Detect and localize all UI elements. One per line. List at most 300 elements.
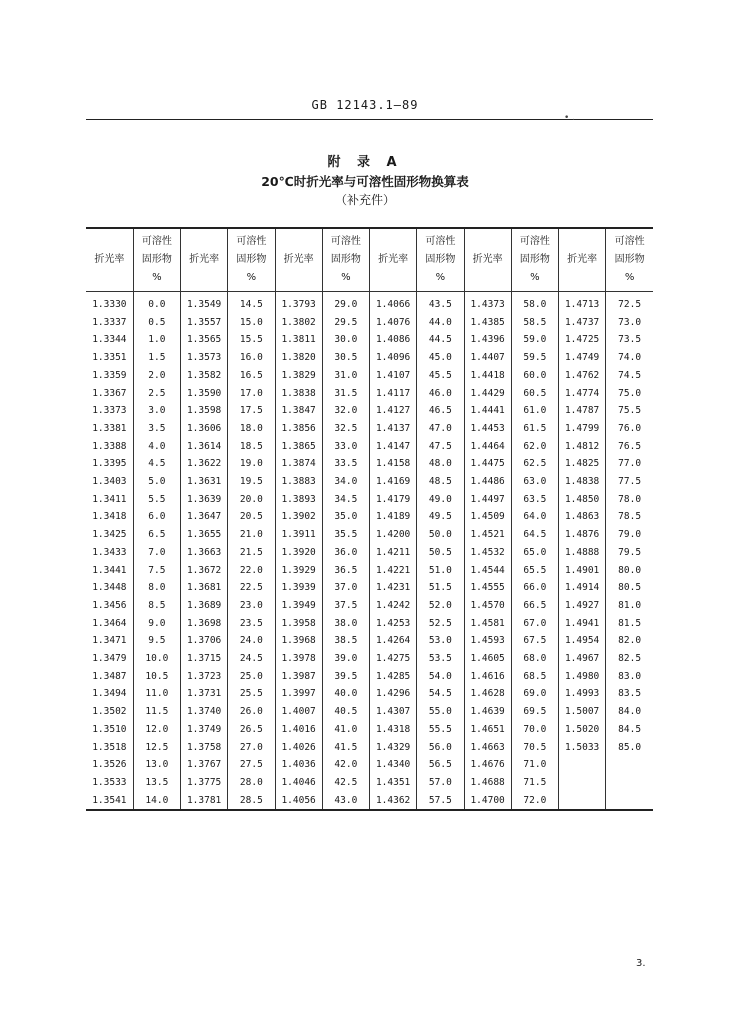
soluble-solids-cell: 64.0 xyxy=(511,508,558,526)
soluble-solids-cell: 54.0 xyxy=(417,668,464,686)
refractive-index-cell: 1.3929 xyxy=(275,562,322,580)
soluble-solids-cell: 82.5 xyxy=(606,650,653,668)
soluble-solids-cell: 22.5 xyxy=(228,579,275,597)
table-row xyxy=(86,721,653,739)
table-row xyxy=(86,385,653,403)
refractive-index-cell: 1.3838 xyxy=(275,385,322,403)
soluble-solids-cell: 49.0 xyxy=(417,491,464,509)
refractive-index-cell: 1.3395 xyxy=(92,458,127,470)
table-row xyxy=(86,526,653,544)
soluble-solids-cell: 64.5 xyxy=(511,526,558,544)
table-row xyxy=(86,331,653,349)
refractive-index-cell: 1.5033 xyxy=(559,739,606,757)
refractive-index-cell: 1.3847 xyxy=(275,402,322,420)
soluble-solids-cell: 48.0 xyxy=(417,455,464,473)
soluble-solids-cell: 65.5 xyxy=(511,562,558,580)
refractive-index-cell: 1.4639 xyxy=(464,703,511,721)
soluble-solids-cell: 1.0 xyxy=(133,331,180,349)
refractive-index-cell: 1.4737 xyxy=(559,314,606,332)
refractive-index-cell: 1.4688 xyxy=(464,774,511,792)
soluble-solids-cell: 70.5 xyxy=(511,739,558,757)
soluble-solids-cell: 5.0 xyxy=(133,473,180,491)
soluble-solids-cell: 47.0 xyxy=(417,420,464,438)
refractive-index-cell: 1.3874 xyxy=(275,455,322,473)
soluble-solids-cell: 85.0 xyxy=(606,739,653,757)
soluble-solids-cell: 66.5 xyxy=(511,597,558,615)
refractive-index-cell: 1.4016 xyxy=(275,721,322,739)
soluble-solids-cell: 30.0 xyxy=(322,331,369,349)
table-subtitle: （补充件） xyxy=(334,193,395,207)
soluble-solids-cell: 38.0 xyxy=(322,615,369,633)
refractive-index-cell: 1.3582 xyxy=(181,367,228,385)
table-row xyxy=(86,491,653,509)
soluble-solids-cell: 8.5 xyxy=(133,597,180,615)
refractive-index-cell: 1.4532 xyxy=(464,544,511,562)
soluble-solids-cell: 45.0 xyxy=(417,349,464,367)
soluble-solids-cell: 29.5 xyxy=(322,314,369,332)
refractive-index-cell: 1.4787 xyxy=(559,402,606,420)
refractive-index-cell: 1.4713 xyxy=(559,292,606,314)
refractive-index-cell: 1.3533 xyxy=(92,776,127,788)
refractive-index-cell: 1.4285 xyxy=(370,668,417,686)
refractive-index-cell: 1.3920 xyxy=(275,544,322,562)
refractive-index-cell: 1.4914 xyxy=(559,579,606,597)
refractive-index-cell: 1.4253 xyxy=(370,615,417,633)
table-body xyxy=(86,292,653,811)
table-row xyxy=(86,562,653,580)
refractive-index-cell: 1.4329 xyxy=(370,739,417,757)
table-row xyxy=(86,508,653,526)
soluble-solids-cell: 56.0 xyxy=(417,739,464,757)
soluble-solids-cell: 4.5 xyxy=(133,455,180,473)
refractive-index-cell: 1.3883 xyxy=(275,473,322,491)
soluble-solids-cell: 30.5 xyxy=(322,349,369,367)
refractive-index-cell: 1.4046 xyxy=(275,774,322,792)
header-soluble-solids-line: % xyxy=(152,272,162,283)
soluble-solids-cell: 73.0 xyxy=(606,314,653,332)
soluble-solids-cell: 0.0 xyxy=(133,292,180,314)
refractive-index-cell: 1.3781 xyxy=(181,792,228,811)
refractive-index-cell: 1.4373 xyxy=(464,292,511,314)
table-row xyxy=(86,473,653,491)
refractive-index-cell: 1.3359 xyxy=(92,369,127,381)
table-row xyxy=(86,703,653,721)
soluble-solids-cell: 52.0 xyxy=(417,597,464,615)
table-row xyxy=(86,455,653,473)
table-row xyxy=(86,597,653,615)
refractive-index-cell: 1.4812 xyxy=(559,438,606,456)
refractive-index-cell: 1.4509 xyxy=(464,508,511,526)
refractive-index-cell: 1.3526 xyxy=(92,759,127,771)
refractive-index-cell: 1.3663 xyxy=(181,544,228,562)
refractive-index-cell: 1.3448 xyxy=(92,582,127,594)
soluble-solids-cell: 58.0 xyxy=(511,292,558,314)
soluble-solids-cell: 69.5 xyxy=(511,703,558,721)
header-refractive-index: 折光率 xyxy=(275,228,322,292)
soluble-solids-cell: 79.0 xyxy=(606,526,653,544)
soluble-solids-cell: 80.0 xyxy=(606,562,653,580)
refractive-index-cell: 1.3337 xyxy=(92,316,127,328)
refractive-index-cell: 1.4993 xyxy=(559,685,606,703)
refractive-index-cell xyxy=(559,792,606,811)
soluble-solids-cell: 79.5 xyxy=(606,544,653,562)
table-row xyxy=(86,650,653,668)
refractive-index-cell: 1.4107 xyxy=(370,367,417,385)
refractive-index-cell: 1.3949 xyxy=(275,597,322,615)
refractive-index-cell: 1.4570 xyxy=(464,597,511,615)
refractive-index-cell: 1.4521 xyxy=(464,526,511,544)
soluble-solids-cell: 83.5 xyxy=(606,685,653,703)
refractive-index-cell: 1.5020 xyxy=(559,721,606,739)
soluble-solids-cell: 80.5 xyxy=(606,579,653,597)
header-soluble-solids-line: 固形物 xyxy=(141,254,172,265)
refractive-index-cell: 1.4211 xyxy=(370,544,417,562)
refractive-index-cell: 1.4076 xyxy=(370,314,417,332)
refractive-index-cell: 1.3631 xyxy=(181,473,228,491)
header-soluble-solids-line: 固形物 xyxy=(330,254,361,265)
soluble-solids-cell: 17.5 xyxy=(228,402,275,420)
soluble-solids-cell: 8.0 xyxy=(133,579,180,597)
table-row xyxy=(86,367,653,385)
soluble-solids-cell: 6.0 xyxy=(133,508,180,526)
table-row xyxy=(86,668,653,686)
standard-number: GB 12143.1—89 xyxy=(311,98,419,112)
soluble-solids-cell: 84.5 xyxy=(606,721,653,739)
soluble-solids-cell: 21.5 xyxy=(228,544,275,562)
refractive-index-cell: 1.3487 xyxy=(92,670,127,682)
soluble-solids-cell: 21.0 xyxy=(228,526,275,544)
soluble-solids-cell: 33.5 xyxy=(322,455,369,473)
refractive-index-cell: 1.4169 xyxy=(370,473,417,491)
table-row xyxy=(86,402,653,420)
page-number: 3. xyxy=(636,958,646,969)
table-row xyxy=(86,349,653,367)
soluble-solids-cell: 34.5 xyxy=(322,491,369,509)
soluble-solids-cell: 14.5 xyxy=(228,292,275,314)
refractive-index-cell: 1.4605 xyxy=(464,650,511,668)
header-refractive-index: 折光率 xyxy=(559,228,606,292)
table-row xyxy=(86,544,653,562)
refractive-index-cell: 1.3681 xyxy=(181,579,228,597)
soluble-solids-cell: 31.5 xyxy=(322,385,369,403)
soluble-solids-cell: 81.5 xyxy=(606,615,653,633)
refractive-index-cell: 1.3939 xyxy=(275,579,322,597)
soluble-solids-cell: 77.0 xyxy=(606,455,653,473)
soluble-solids-cell: 26.0 xyxy=(228,703,275,721)
soluble-solids-cell: 46.0 xyxy=(417,385,464,403)
refractive-index-cell: 1.4497 xyxy=(464,491,511,509)
refractive-index-cell xyxy=(559,756,606,774)
table-row xyxy=(86,420,653,438)
soluble-solids-cell: 17.0 xyxy=(228,385,275,403)
refractive-index-cell: 1.4774 xyxy=(559,385,606,403)
refractive-index-cell: 1.4086 xyxy=(370,331,417,349)
refractive-index-cell: 1.4385 xyxy=(464,314,511,332)
header-soluble-solids xyxy=(417,228,464,292)
refractive-index-cell: 1.3479 xyxy=(92,653,127,665)
table-row xyxy=(86,632,653,650)
refractive-index-cell xyxy=(559,774,606,792)
header-soluble-solids-line: % xyxy=(530,272,540,283)
refractive-index-cell: 1.3811 xyxy=(275,331,322,349)
soluble-solids-cell: 59.0 xyxy=(511,331,558,349)
table-row xyxy=(86,579,653,597)
refractive-index-cell: 1.4275 xyxy=(370,650,417,668)
header-soluble-solids xyxy=(133,228,180,292)
soluble-solids-cell: 73.5 xyxy=(606,331,653,349)
refractive-index-cell: 1.3598 xyxy=(181,402,228,420)
refractive-index-cell: 1.4954 xyxy=(559,632,606,650)
refractive-index-cell: 1.3464 xyxy=(92,617,127,629)
refractive-index-cell: 1.4318 xyxy=(370,721,417,739)
soluble-solids-cell: 71.0 xyxy=(511,756,558,774)
soluble-solids-cell xyxy=(606,792,653,811)
table-row xyxy=(86,685,653,703)
soluble-solids-cell: 45.5 xyxy=(417,367,464,385)
refractive-index-cell: 1.4189 xyxy=(370,508,417,526)
soluble-solids-cell: 44.0 xyxy=(417,314,464,332)
header-soluble-solids-line: 可溶性 xyxy=(141,236,172,247)
table-row xyxy=(86,739,653,757)
refractive-index-cell: 1.4007 xyxy=(275,703,322,721)
refractive-index-cell: 1.4927 xyxy=(559,597,606,615)
soluble-solids-cell: 7.5 xyxy=(133,562,180,580)
soluble-solids-cell: 25.5 xyxy=(228,685,275,703)
soluble-solids-cell: 67.5 xyxy=(511,632,558,650)
soluble-solids-cell: 44.5 xyxy=(417,331,464,349)
refractive-index-cell: 1.3758 xyxy=(181,739,228,757)
refractive-index-cell: 1.3373 xyxy=(92,405,127,417)
soluble-solids-cell: 68.5 xyxy=(511,668,558,686)
soluble-solids-cell: 58.5 xyxy=(511,314,558,332)
table-title: 20℃时折光率与可溶性固形物换算表 xyxy=(261,174,469,189)
refractive-index-cell: 1.4117 xyxy=(370,385,417,403)
soluble-solids-cell: 51.5 xyxy=(417,579,464,597)
soluble-solids-cell: 61.5 xyxy=(511,420,558,438)
header-soluble-solids-line: 可溶性 xyxy=(519,236,550,247)
refractive-index-cell: 1.4307 xyxy=(370,703,417,721)
soluble-solids-cell: 60.5 xyxy=(511,385,558,403)
refractive-index-cell: 1.4876 xyxy=(559,526,606,544)
soluble-solids-cell: 23.5 xyxy=(228,615,275,633)
refractive-index-cell: 1.4581 xyxy=(464,615,511,633)
soluble-solids-cell: 13.5 xyxy=(133,774,180,792)
soluble-solids-cell: 39.5 xyxy=(322,668,369,686)
soluble-solids-cell: 63.5 xyxy=(511,491,558,509)
header-soluble-solids xyxy=(322,228,369,292)
refractive-index-cell: 1.4362 xyxy=(370,792,417,811)
refractive-index-cell: 1.4264 xyxy=(370,632,417,650)
refractive-index-cell: 1.4941 xyxy=(559,615,606,633)
table-row xyxy=(86,314,653,332)
soluble-solids-cell: 33.0 xyxy=(322,438,369,456)
refractive-index-cell: 1.3606 xyxy=(181,420,228,438)
soluble-solids-cell: 43.0 xyxy=(322,792,369,811)
refractive-index-cell: 1.4137 xyxy=(370,420,417,438)
refractive-index-cell: 1.4296 xyxy=(370,685,417,703)
soluble-solids-cell: 23.0 xyxy=(228,597,275,615)
soluble-solids-cell: 49.5 xyxy=(417,508,464,526)
scan-mark: • . xyxy=(564,113,576,123)
soluble-solids-cell: 3.0 xyxy=(133,402,180,420)
header-refractive-index: 折光率 xyxy=(181,228,228,292)
soluble-solids-cell: 3.5 xyxy=(133,420,180,438)
refractive-index-cell: 1.4066 xyxy=(370,292,417,314)
refractive-index-cell: 1.3622 xyxy=(181,455,228,473)
refractive-index-cell: 1.3573 xyxy=(181,349,228,367)
header-soluble-solids-line: % xyxy=(246,272,257,283)
soluble-solids-cell: 41.0 xyxy=(322,721,369,739)
refractive-index-cell: 1.3740 xyxy=(181,703,228,721)
header-soluble-solids-line: 固形物 xyxy=(236,254,267,265)
header-soluble-solids-line: 固形物 xyxy=(614,254,645,265)
soluble-solids-cell: 66.0 xyxy=(511,579,558,597)
refractive-index-cell: 1.3381 xyxy=(92,422,127,434)
soluble-solids-cell: 10.5 xyxy=(133,668,180,686)
soluble-solids-cell: 53.5 xyxy=(417,650,464,668)
soluble-solids-cell: 72.0 xyxy=(511,792,558,811)
soluble-solids-cell: 18.5 xyxy=(228,438,275,456)
soluble-solids-cell: 11.0 xyxy=(133,685,180,703)
soluble-solids-cell: 76.0 xyxy=(606,420,653,438)
header-soluble-solids-line: % xyxy=(435,272,446,283)
refractive-index-cell: 1.3344 xyxy=(92,334,127,346)
soluble-solids-cell: 74.5 xyxy=(606,367,653,385)
soluble-solids-cell: 40.5 xyxy=(322,703,369,721)
refractive-index-cell: 1.4127 xyxy=(370,402,417,420)
soluble-solids-cell: 39.0 xyxy=(322,650,369,668)
soluble-solids-cell: 43.5 xyxy=(417,292,464,314)
refractive-index-cell: 1.3557 xyxy=(181,314,228,332)
refractive-index-cell: 1.4628 xyxy=(464,685,511,703)
refractive-index-cell: 1.3968 xyxy=(275,632,322,650)
soluble-solids-cell: 7.0 xyxy=(133,544,180,562)
soluble-solids-cell: 52.5 xyxy=(417,615,464,633)
soluble-solids-cell: 83.0 xyxy=(606,668,653,686)
soluble-solids-cell: 13.0 xyxy=(133,756,180,774)
soluble-solids-cell xyxy=(606,774,653,792)
soluble-solids-cell: 42.0 xyxy=(322,756,369,774)
header-refractive-index: 折光率 xyxy=(86,228,133,292)
soluble-solids-cell: 82.0 xyxy=(606,632,653,650)
refractive-index-cell: 1.4663 xyxy=(464,739,511,757)
refractive-index-cell: 1.3351 xyxy=(92,352,127,364)
soluble-solids-cell: 37.0 xyxy=(322,579,369,597)
soluble-solids-cell: 36.0 xyxy=(322,544,369,562)
refractive-index-cell: 1.4980 xyxy=(559,668,606,686)
refractive-index-cell: 1.4676 xyxy=(464,756,511,774)
header-soluble-solids-line: % xyxy=(624,272,635,283)
soluble-solids-cell: 72.5 xyxy=(606,292,653,314)
soluble-solids-cell: 35.0 xyxy=(322,508,369,526)
soluble-solids-cell: 40.0 xyxy=(322,685,369,703)
soluble-solids-cell: 2.5 xyxy=(133,385,180,403)
refractive-index-cell: 1.4056 xyxy=(275,792,322,811)
refractive-index-cell: 1.5007 xyxy=(559,703,606,721)
soluble-solids-cell: 6.5 xyxy=(133,526,180,544)
soluble-solids-cell: 24.0 xyxy=(228,632,275,650)
soluble-solids-cell: 57.0 xyxy=(417,774,464,792)
soluble-solids-cell: 9.0 xyxy=(133,615,180,633)
refractive-index-cell: 1.3865 xyxy=(275,438,322,456)
soluble-solids-cell: 36.5 xyxy=(322,562,369,580)
refractive-index-cell: 1.4901 xyxy=(559,562,606,580)
refractive-index-cell: 1.4838 xyxy=(559,473,606,491)
soluble-solids-cell: 12.0 xyxy=(133,721,180,739)
refractive-index-cell: 1.3510 xyxy=(92,723,127,735)
table-row xyxy=(86,292,653,314)
soluble-solids-cell: 28.5 xyxy=(228,792,275,811)
soluble-solids-cell: 31.0 xyxy=(322,367,369,385)
soluble-solids-cell: 65.0 xyxy=(511,544,558,562)
refractive-index-cell: 1.3549 xyxy=(181,292,228,314)
refractive-index-cell: 1.3639 xyxy=(181,491,228,509)
soluble-solids-cell: 25.0 xyxy=(228,668,275,686)
soluble-solids-cell: 34.0 xyxy=(322,473,369,491)
soluble-solids-cell: 9.5 xyxy=(133,632,180,650)
refractive-index-cell: 1.3997 xyxy=(275,685,322,703)
refractive-index-cell: 1.3829 xyxy=(275,367,322,385)
refractive-index-cell: 1.3403 xyxy=(92,476,127,488)
soluble-solids-cell: 32.5 xyxy=(322,420,369,438)
refractive-index-cell: 1.3689 xyxy=(181,597,228,615)
refractive-index-cell: 1.4418 xyxy=(464,367,511,385)
refractive-index-cell: 1.4231 xyxy=(370,579,417,597)
refractive-index-cell: 1.3502 xyxy=(92,706,127,718)
soluble-solids-cell: 59.5 xyxy=(511,349,558,367)
header-soluble-solids xyxy=(228,228,275,292)
refractive-index-cell: 1.4967 xyxy=(559,650,606,668)
soluble-solids-cell: 20.0 xyxy=(228,491,275,509)
refractive-index-cell: 1.4749 xyxy=(559,349,606,367)
refractive-index-cell: 1.3911 xyxy=(275,526,322,544)
soluble-solids-cell: 38.5 xyxy=(322,632,369,650)
soluble-solids-cell: 35.5 xyxy=(322,526,369,544)
refractive-index-cell: 1.4221 xyxy=(370,562,417,580)
header-soluble-solids-line: 可溶性 xyxy=(236,236,267,247)
soluble-solids-cell: 55.0 xyxy=(417,703,464,721)
soluble-solids-cell: 56.5 xyxy=(417,756,464,774)
soluble-solids-cell: 68.0 xyxy=(511,650,558,668)
refractive-index-cell: 1.3893 xyxy=(275,491,322,509)
refractive-index-cell: 1.3793 xyxy=(275,292,322,314)
soluble-solids-cell: 50.5 xyxy=(417,544,464,562)
refractive-index-cell: 1.3471 xyxy=(92,635,127,647)
soluble-solids-cell: 1.5 xyxy=(133,349,180,367)
refractive-index-cell: 1.4555 xyxy=(464,579,511,597)
refractive-index-cell: 1.4179 xyxy=(370,491,417,509)
soluble-solids-cell: 14.0 xyxy=(133,792,180,811)
refractive-index-cell: 1.4616 xyxy=(464,668,511,686)
soluble-solids-cell: 27.5 xyxy=(228,756,275,774)
refractive-index-cell: 1.3802 xyxy=(275,314,322,332)
refractive-index-cell: 1.3655 xyxy=(181,526,228,544)
refractive-index-cell: 1.4486 xyxy=(464,473,511,491)
refractive-index-cell: 1.4396 xyxy=(464,331,511,349)
refractive-index-cell: 1.4351 xyxy=(370,774,417,792)
soluble-solids-cell: 24.5 xyxy=(228,650,275,668)
refractive-index-cell: 1.3775 xyxy=(181,774,228,792)
refractive-index-cell: 1.4825 xyxy=(559,455,606,473)
soluble-solids-cell: 75.5 xyxy=(606,402,653,420)
refractive-index-cell: 1.4340 xyxy=(370,756,417,774)
soluble-solids-cell: 16.5 xyxy=(228,367,275,385)
soluble-solids-cell: 18.0 xyxy=(228,420,275,438)
soluble-solids-cell: 37.5 xyxy=(322,597,369,615)
refractive-index-cell: 1.3367 xyxy=(92,387,127,399)
soluble-solids-cell: 54.5 xyxy=(417,685,464,703)
table-row xyxy=(86,438,653,456)
